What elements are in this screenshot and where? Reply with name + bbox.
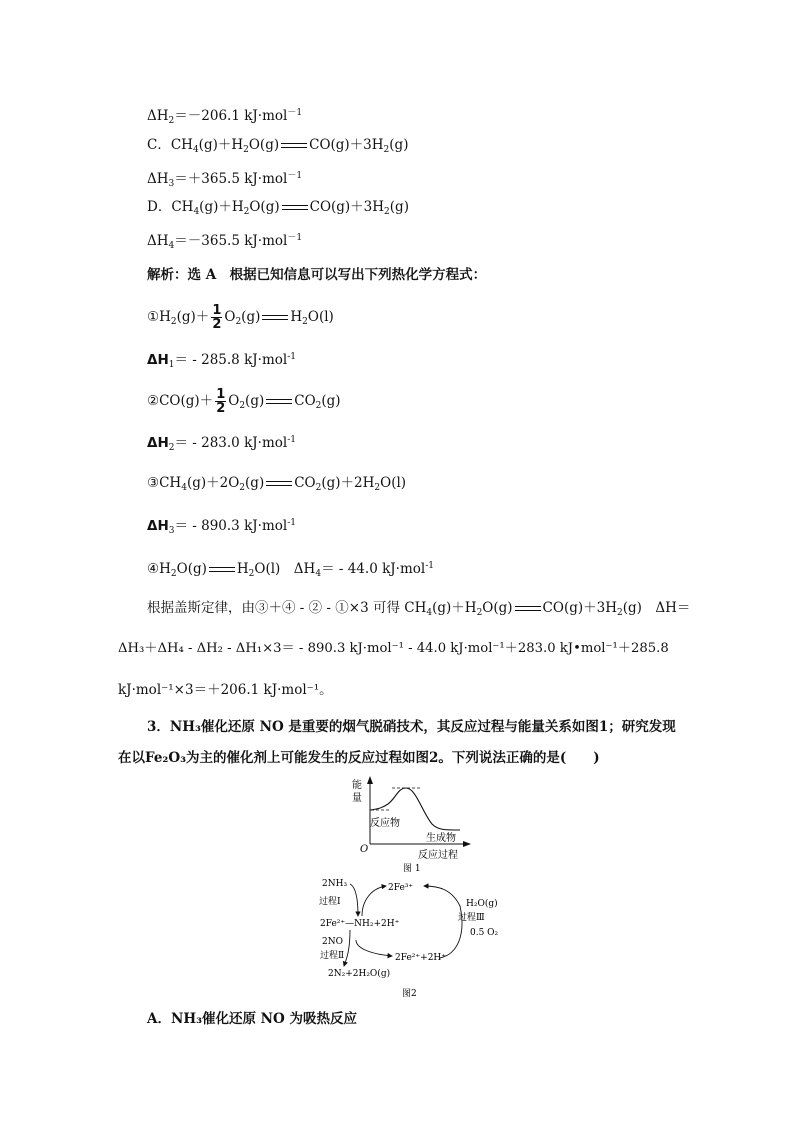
no-label: 2NO [322,937,343,947]
x-axis-arrow [463,841,471,847]
subscript: 4 [193,207,200,217]
hess-law-line-3: kJ·mol⁻¹×3＝＋206.1 kJ·mol⁻¹。 [118,682,333,698]
text: CO [294,475,316,491]
hess-law-line-2: ΔH₃＋ΔH₄ - ΔH₂ - ΔH₁×3＝ - 890.3 kJ·mol⁻¹ - 44.0 kJ·mol⁻¹＋283.0 kJ•mol⁻¹＋285.8 [118,641,669,656]
figure-2-reaction-cycle [300,872,510,1000]
text: C．CH [147,137,193,153]
subscript: 3 [168,526,175,536]
option-c-equation [147,136,408,159]
superscript: -1 [287,518,296,528]
enthalpy-value: ＝ - 283.0 kJ·mol [174,435,288,451]
subscript: 2 [170,569,177,579]
text: H [236,561,249,577]
text: (g)＋ [176,309,210,325]
superscript: -1 [287,352,296,362]
figure-1-energy-diagram [340,772,490,872]
text: CO(g)＋3H [542,600,617,616]
figure-1-caption: 图 1 [403,864,421,872]
superscript: -1 [425,561,434,571]
denominator: 2 [216,401,226,416]
fe3-label: 2Fe³⁺ [388,883,414,893]
subscript: 4 [192,145,199,155]
text: H [290,309,303,325]
equation-4 [147,557,434,583]
text: O(g) [482,600,513,616]
delta-h-symbol: ΔH [147,233,169,249]
text: ②CO(g)＋ [147,393,214,409]
option-c-enthalpy [147,167,302,193]
delta-h3 [147,514,296,540]
text: (g) [245,393,265,409]
text: (g) [389,199,409,215]
fe2-h-label: 2Fe²⁺+2H⁺ [395,953,447,963]
fe2-nh2-label: 2Fe²⁺—NH₂+2H⁺ [320,919,400,929]
process-3-label: 过程Ⅲ [458,913,485,923]
equals-sign [264,397,294,407]
subscript: 2 [239,401,246,411]
o2-label: 0.5 O₂ [470,928,499,938]
text: (g) [321,393,341,409]
equals-sign [260,313,290,323]
subscript: 2 [384,207,390,217]
text: (g) [241,309,261,325]
text: (g)＋H [199,199,244,215]
h2o-label: H₂O(g) [466,899,498,909]
numerator: 1 [216,387,226,402]
subscript: 2 [383,145,390,155]
subscript: 2 [302,317,308,327]
subscript: 2 [168,443,175,453]
equation-1 [147,304,334,331]
option-a: A．NH₃催化还原 NO 为吸热反应 [147,1011,357,1027]
hess-law-line-1 [147,599,690,622]
text: (g)＋H [198,137,244,153]
subscript: 2 [239,483,246,493]
subscript: 2 [315,401,322,411]
fraction-one-half [215,388,226,415]
x-axis-label: 反应过程 [418,850,458,861]
nh3-label: 2NH₃ [322,879,348,889]
y-axis-arrow [367,776,373,784]
subscript: 1 [168,360,175,370]
text: O(l) [380,475,407,491]
origin-label: O [360,844,369,855]
enthalpy-value: ＝－365.5 kJ·mol [174,233,288,249]
text: (g)＋H [432,600,477,616]
subscript: 2 [374,483,381,493]
text: O(g) [248,137,280,153]
enthalpy-value: ＝＋365.5 kJ·mol [174,171,288,187]
process-2-label: 过程Ⅱ [320,951,345,961]
equation-2 [147,388,341,415]
text: CO(g)＋3H [309,137,384,153]
subscript: 2 [315,483,322,493]
delta-h1 [147,348,296,374]
subscript: 2 [168,116,175,126]
subscript: 4 [426,608,433,618]
subscript: 2 [243,145,249,155]
figure-2-caption: 图2 [402,989,417,999]
text: (g)＋2O [186,475,240,491]
text: 根据盖斯定律，由③＋④ - ② - ①×3 可得 CH [147,600,427,616]
y-label-char-1: 能 [352,780,362,791]
process-1-arrow [350,884,358,916]
delta-h-symbol: ΔH [147,108,169,124]
subscript: 2 [235,317,242,327]
text: (g)＋2H [321,475,375,491]
text: O(g) [176,561,207,577]
text: CO(g)＋3H [309,199,385,215]
question-3-line-1: 3．NH₃催化还原 NO 是重要的烟气脱硝技术，其反应过程与能量关系如图1；研究发现 [147,719,676,735]
equals-sign [207,565,237,575]
product-label: 生成物 [426,833,456,844]
option-b-enthalpy [147,104,302,130]
process-3-arrow [424,886,462,958]
text: O(l) ΔH [254,561,316,577]
process-2-arrow [356,940,392,956]
subscript: 2 [248,569,255,579]
delta-h-symbol: ΔH [147,435,169,451]
denominator: 2 [212,317,222,332]
delta-h-symbol: ΔH [147,352,169,368]
text: ④H [147,561,171,577]
subscript: 4 [168,241,175,251]
process-1-label: 过程Ⅰ [319,897,341,907]
subscript: 3 [168,179,175,189]
subscript: 4 [181,483,187,493]
superscript: －1 [287,171,303,181]
enthalpy-value: ＝ - 44.0 kJ·mol [321,561,426,577]
subscript: 4 [315,569,322,579]
fraction-one-half [211,304,222,331]
superscript: －1 [287,108,303,118]
text: O [224,309,236,325]
text: D．CH [147,199,194,215]
delta-h-symbol: ΔH [147,171,169,187]
enthalpy-value: ＝ - 285.8 kJ·mol [174,352,288,368]
cycle-arrow-top [362,886,386,916]
numerator: 1 [212,303,222,318]
subscript: 2 [616,608,623,618]
text: (g) ΔH＝ [622,600,691,616]
subscript: 2 [476,608,483,618]
reactant-label: 反应物 [370,818,400,829]
text: O(g) [249,199,280,215]
text: ③CH [147,475,182,491]
text: O [228,393,240,409]
text: (g) [245,475,265,491]
equals-sign [513,604,543,614]
subscript: 2 [243,207,250,217]
text: ①H [147,309,171,325]
option-d-equation [147,198,409,221]
question-3-line-2: 在以Fe₂O₃为主的催化剂上可能发生的反应过程如图2。下列说法正确的是( ) [118,750,600,766]
n2-label: 2N₂+2H₂O(g) [328,969,391,979]
equals-sign [280,203,310,213]
equals-sign [279,141,309,151]
enthalpy-value: ＝ - 890.3 kJ·mol [174,518,288,534]
superscript: －1 [287,233,303,243]
text: CO [294,393,316,409]
subscript: 2 [170,317,177,327]
text: (g) [389,137,409,153]
text: O(l) [307,309,334,325]
analysis-heading: 解析：选 A 根据已知信息可以写出下列热化学方程式： [147,267,487,283]
delta-h2 [147,431,296,457]
product-arrow [344,930,350,966]
superscript: -1 [287,435,296,445]
equals-sign [264,479,294,489]
equation-3 [147,474,406,497]
delta-h-symbol: ΔH [147,518,169,534]
y-label-char-2: 量 [352,793,362,804]
enthalpy-value: ＝－206.1 kJ·mol [174,108,288,124]
option-d-enthalpy [147,229,302,255]
